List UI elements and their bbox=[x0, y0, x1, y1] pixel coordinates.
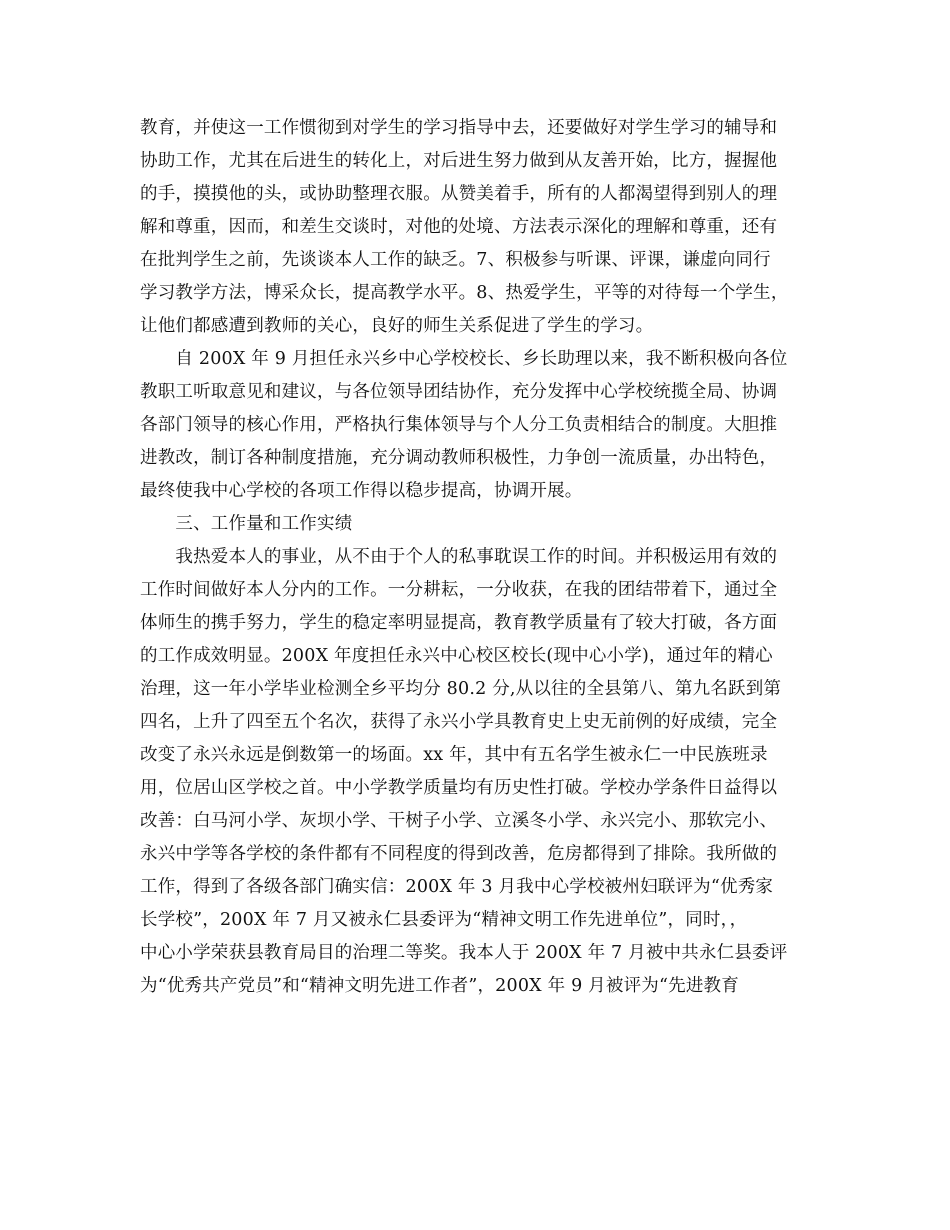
text-line-9: 教职工听取意见和建议，与各位领导团结协作，充分发挥中心学校统揽全局、协调 bbox=[140, 382, 778, 402]
text-line-25: 长学校”，200X 年 7 月又被永仁县委评为“精神文明工作先进单位”，同时，， bbox=[140, 910, 748, 930]
text-line-7: 让他们都感遭到教师的关心，良好的师生关系促进了学生的学习。 bbox=[140, 316, 654, 336]
text-line-5: 在批判学生之前，先谈谈本人工作的缺乏。7、积极参与听课、评课，谦虚向同行 bbox=[140, 250, 771, 270]
text-line-27: 为“优秀共产党员”和“精神文明先进工作者”，200X 年 9 月被评为“先进教育 bbox=[140, 976, 739, 996]
text-line-10: 各部门领导的核心作用，严格执行集体领导与个人分工负责相结合的制度。大胆推 bbox=[140, 415, 778, 435]
text-line-15: 工作时间做好本人分内的工作。一分耕耘，一分收获，在我的团结带着下，通过全 bbox=[140, 580, 778, 600]
text-line-17: 的工作成效明显。200X 年度担任永兴中心校区校长(现中心小学)，通过年的精心 bbox=[140, 646, 773, 666]
text-line-3: 的手，摸摸他的头，或协助整理衣服。从赞美着手，所有的人都渴望得到别人的理 bbox=[140, 184, 778, 204]
text-line-11: 进教改，制订各种制度措施，充分调动教师积极性，力争创一流质量，办出特色， bbox=[140, 448, 778, 468]
section-heading: 三、工作量和工作实绩 bbox=[140, 514, 353, 534]
text-line-14: 我热爱本人的事业，从不由于个人的私事耽误工作的时间。并积极运用有效的 bbox=[140, 547, 778, 567]
text-line-24: 工作，得到了各级各部门确实信：200X 年 3 月我中心学校被州妇联评为“优秀家 bbox=[140, 877, 774, 897]
text-line-20: 改变了永兴永远是倒数第一的场面。xx 年，其中有五名学生被永仁一中民族班录 bbox=[140, 745, 768, 765]
text-line-8: 自 200X 年 9 月担任永兴乡中心学校校长、乡长助理以来，我不断积极向各位 bbox=[140, 349, 788, 369]
text-line-23: 永兴中学等各学校的条件都有不同程度的得到改善，危房都得到了排除。我所做的 bbox=[140, 844, 778, 864]
text-line-21: 用，位居山区学校之首。中小学教学质量均有历史性打破。学校办学条件日益得以 bbox=[140, 778, 778, 798]
text-line-6: 学习教学方法，博采众长，提高教学水平。8、热爱学生，平等的对待每一个学生， bbox=[140, 283, 789, 303]
text-line-18: 治理，这一年小学毕业检测全乡平均分 80.2 分,从以往的全县第八、第九名跃到第 bbox=[140, 679, 782, 699]
text-line-4: 解和尊重，因而，和差生交谈时，对他的处境、方法表示深化的理解和尊重，还有 bbox=[140, 217, 778, 237]
text-line-12: 最终使我中心学校的各项工作得以稳步提高，协调开展。 bbox=[140, 481, 583, 501]
text-line-19: 四名，上升了四至五个名次，获得了永兴小学具教育史上史无前例的好成绩，完全 bbox=[140, 712, 778, 732]
text-line-22: 改善：白马河小学、灰坝小学、干树子小学、立溪冬小学、永兴完小、那软完小、 bbox=[140, 811, 778, 831]
text-line-16: 体师生的携手努力，学生的稳定率明显提高，教育教学质量有了较大打破，各方面 bbox=[140, 613, 778, 633]
text-line-1: 教育，并使这一工作惯彻到对学生的学习指导中去，还要做好对学生学习的辅导和 bbox=[140, 118, 778, 138]
text-line-2: 协助工作，尤其在后进生的转化上，对后进生努力做到从友善开始，比方，握握他 bbox=[140, 151, 778, 171]
text-line-26: 中心小学荣获县教育局目的治理二等奖。我本人于 200X 年 7 月被中共永仁县委评 bbox=[140, 943, 788, 963]
